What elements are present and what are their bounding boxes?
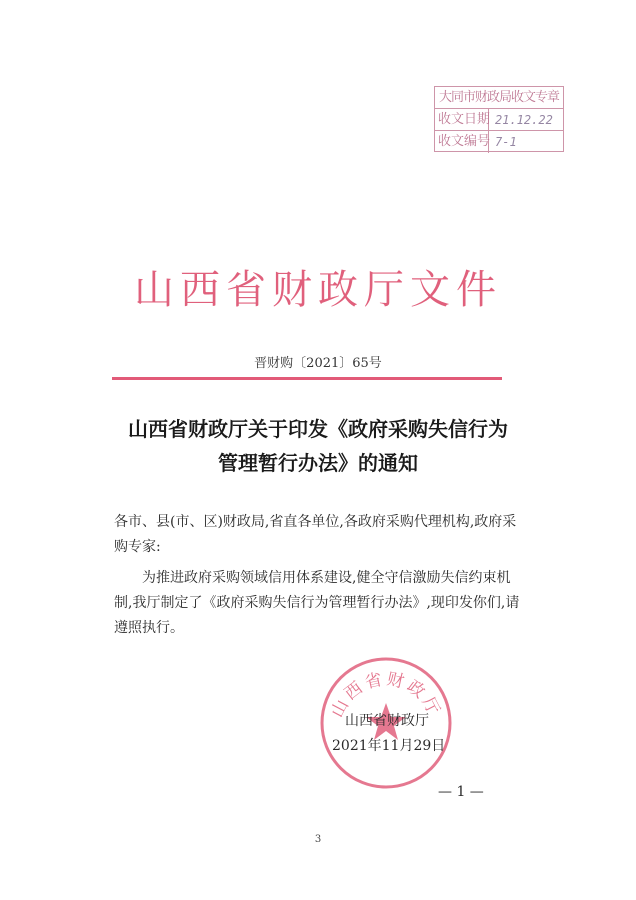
issuer-name: 山西省财政厅 [345,713,429,729]
receipt-stamp-title: 大同市财政局收文专章 [435,87,563,109]
notice-title-line-2: 管理暂行办法》的通知 [218,451,418,475]
document-number: 晋财购〔2021〕65号 [254,356,382,371]
receipt-date-label: 收文日期 [435,109,489,131]
receipt-number-label: 收文编号 [435,131,489,153]
notice-title-line-1: 山西省财政厅关于印发《政府采购失信行为 [128,417,508,441]
page-number: — 1 — [438,784,484,800]
document-header-title: 山西省财政厅文件 [134,267,502,313]
body-paragraph: 为推进政府采购领域信用体系建设,健全守信激励失信约束机制,我厅制定了《政府采购失信行为管理暂行办法》,现印发你们,请遵照执行。 [114,570,520,636]
footer-number: 3 [314,834,322,845]
issue-date: 2021年11月29日 [332,738,446,754]
recipients-paragraph: 各市、县(市、区)财政局,省直各单位,各政府采购代理机构,政府采购专家: [114,514,517,555]
red-divider-line [112,377,502,380]
seal-text: 山西省财政厅 [327,669,445,721]
receipt-stamp [434,86,564,152]
receipt-number-value: 7-1 [495,135,517,149]
receipt-date-value: 21.12.22 [495,113,553,127]
receipt-date-row [435,109,563,131]
receipt-number-row [435,131,563,153]
notice-title [100,412,536,480]
